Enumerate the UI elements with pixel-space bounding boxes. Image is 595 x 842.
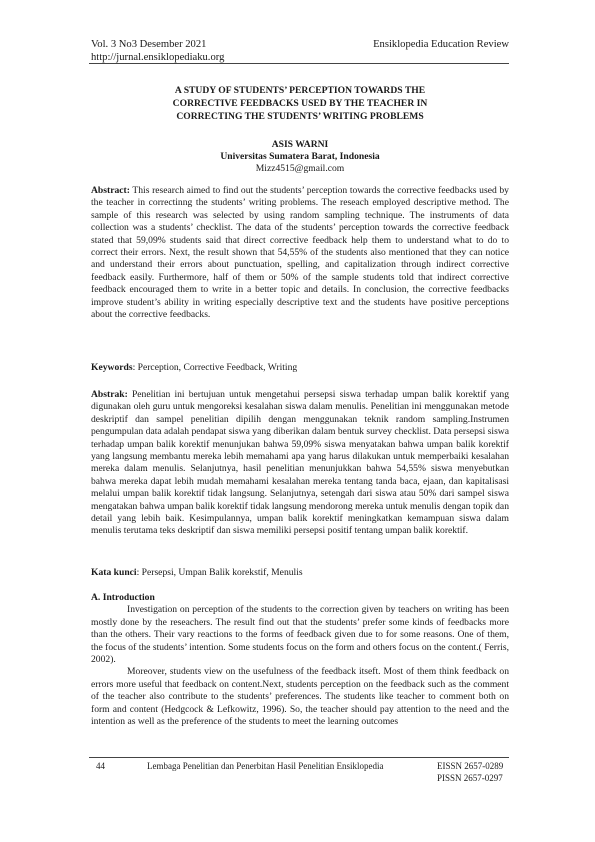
- header-rule: [89, 63, 509, 64]
- eissn: EISSN 2657-0289: [437, 761, 504, 771]
- footer-rule: [89, 757, 509, 758]
- intro-paragraph-1: Investigation on perception of the students to the correction given by teachers on writing has been mostly done by the reseachers. The result find out that the students’ prefer some kinds of feedbacks more than the others. Their vary reactions to the forms of feedback given due to for some reasons. One of them, the focus of the students’ intention. Some students focus on the form and others focus on the content.( Ferris, 2002).: [91, 604, 509, 666]
- abstrak-label: Abstrak:: [91, 389, 128, 400]
- running-header: [91, 38, 509, 64]
- journal-name: Ensiklopedia Education Review: [373, 39, 509, 50]
- footer-issn: [437, 761, 503, 784]
- pissn: PISSN 2657-0297: [437, 772, 503, 783]
- abstract-label: Abstract:: [91, 185, 130, 196]
- keywords: [91, 362, 509, 374]
- title-line: CORRECTIVE FEEDBACKS USED BY THE TEACHER IN: [172, 98, 428, 109]
- keywords-text: : Perception, Corrective Feedback, Writing: [132, 362, 298, 373]
- author-block: [91, 139, 509, 175]
- volume-label: Vol. 3 No3 Desember 2021: [91, 39, 207, 50]
- section-heading: A. Introduction: [91, 592, 155, 603]
- abstrak-text: Penelitian ini bertujuan untuk mengetahui persepsi siswa terhadap umpan balik korektif yang digunakan oleh guru untuk mengoreksi kesalahan siswa dalam menulis. Penelitian ini menggunakan metode deskriptif dan sampel penelitian dipilih dengan menggunakan teknik random sampling.Instrumen pengumpulan data adalah pendapat siswa yang diberikan dalam bentuk survey checklist. Data persepsi siswa terhadap umpan balik korektif menunjukan bahwa 59,09% siswa menyatakan bahwa umpan balik korektif yang langsung membantu mereka lebih memahami apa yang harus dilakukan untuk memperbaiki kesalahan mereka dalam menulis. Selanjutnya, hasil penelitian menunjukkan bahwa 54,55% siswa menyebutkan bahwa mereka dapat lebih mudah memahami kesalahan mereka tentang tanda baca, ejaan, dan kapitalisasi melalui umpan balik korektif tidak langsung. Selanjutnya, setengah dari siswa atau 50% dari sampel siswa mengatakan bahwa umpan balik korektif tidak langsung mendorong mereka untuk menulis dengan topik dan detail yang lebih baik. Kesimpulannya, umpan balik korektif meningkatkan kemampuan siswa dalam menulis terutama teks deskriptif dan siswa memiliki persepsi positif tentang umpan balik korektif.: [91, 389, 509, 537]
- abstract: [91, 185, 509, 321]
- abstract-text: This research aimed to find out the students’ perception towards the corrective feedbacks used by the teacher in correctinng the students’ writing problems. The reseach employed descriptive method. The sample of this research was selected by using random sampling technique. The instruments of data collection was a students’ checklist. The data of the students’ perception towards the corrective feedback stated that 59,09% students said that direct corrective feedback help them to understand what to do to correct their errors. Next, the result shown that 54,55% of the students also mentioned that they can notice and understand their errors about punctuation, spelling, and capitalization through indirect corrective feedback easily. Furthermore, half of them or 50% of the sample students told that indirect corrective feedback encouraged them to write in a better topic and details. In conclusion, the corrective feedbacks improve student’s ability in writing especially descriptive text and the students have positive perceptions about the corrective feedbacks.: [91, 185, 509, 321]
- author-affiliation: Universitas Sumatera Barat, Indonesia: [220, 151, 380, 162]
- footer-publisher: Lembaga Penelitian dan Penerbitan Hasil Penelitian Ensiklopedia: [147, 761, 384, 771]
- author-email[interactable]: Mizz4515@gmail.com: [255, 163, 345, 174]
- abstrak: [91, 389, 509, 538]
- introduction-section: [91, 592, 509, 728]
- kata-kunci: [91, 567, 509, 579]
- title-line: A STUDY OF STUDENTS’ PERCEPTION TOWARDS THE: [174, 85, 426, 96]
- kata-kunci-text: : Persepsi, Umpan Balik korekstif, Menulis: [136, 567, 303, 578]
- kata-kunci-label: Kata kunci: [91, 567, 137, 578]
- page-number: 44: [96, 761, 105, 771]
- title-line: CORRECTING THE STUDENTS’ WRITING PROBLEMS: [176, 111, 424, 122]
- keywords-label: Keywords: [91, 362, 133, 373]
- journal-url[interactable]: http://jurnal.ensiklopediaku.org: [91, 52, 225, 63]
- paper-title: [91, 84, 509, 123]
- intro-paragraph-2: Moreover, students view on the usefulness of the feedback itseft. Most of them think feedback on errors more useful that feedback on content.Next, students perception on the feedback such as the comment of the teacher also contribute to the students’ preferences. The students like teacher to comment both on form and content (Hedgcock & Lefkowitz, 1996). So, the teacher should pay attention to the need and the intention as well as the preference of the students to meet the learning outcomes: [91, 666, 509, 728]
- author-name: ASIS WARNI: [271, 139, 329, 150]
